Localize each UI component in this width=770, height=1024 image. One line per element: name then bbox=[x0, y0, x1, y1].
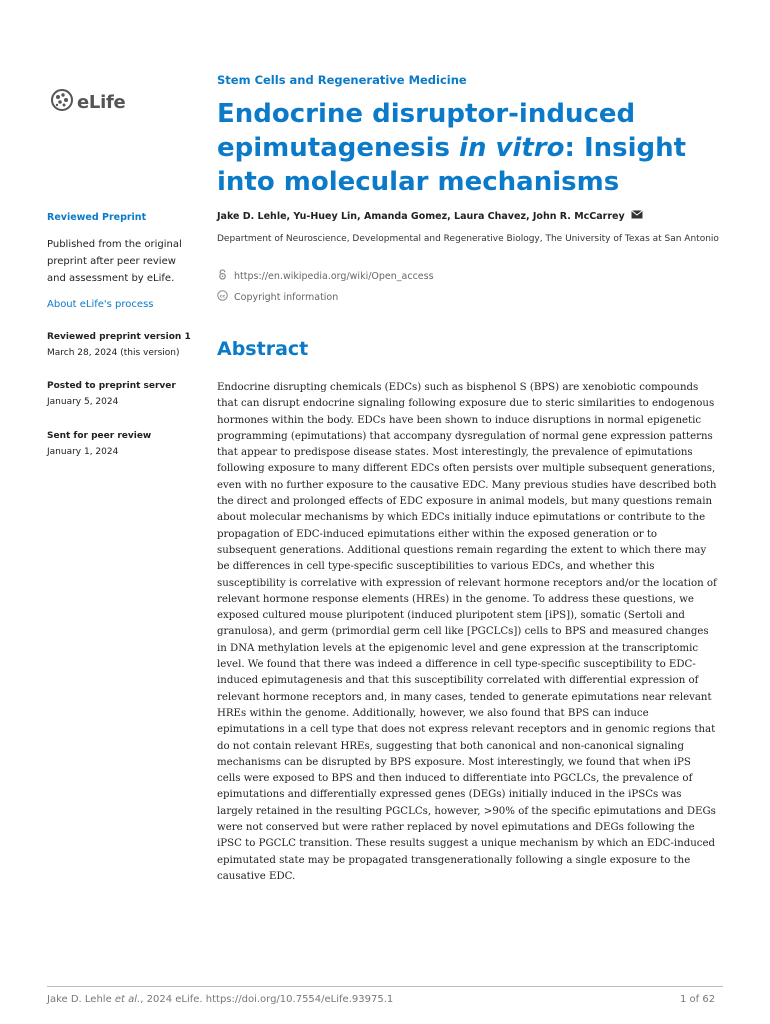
copyright-link[interactable]: Copyright information bbox=[234, 291, 339, 303]
published-text: Published from the original preprint after peer review and assessment by eLife. bbox=[47, 239, 182, 284]
history-label-2: Posted to preprint server bbox=[47, 381, 176, 391]
authors-text[interactable]: Jake D. Lehle, Yu-Huey Lin, Amanda Gomez, Laura Chavez, John R. McCarrey bbox=[217, 210, 625, 222]
mail-icon[interactable] bbox=[631, 210, 643, 222]
footer-citation bbox=[47, 994, 393, 1005]
copyright-row bbox=[217, 290, 338, 304]
open-access-icon bbox=[217, 269, 228, 283]
elife-logo-text: eLife bbox=[77, 91, 126, 113]
author-list bbox=[217, 210, 643, 222]
elife-logo-icon bbox=[50, 88, 74, 116]
footer-doi[interactable]: , 2024 eLife. https://doi.org/10.7554/eLife.93975.1 bbox=[140, 994, 394, 1005]
subject-link[interactable]: Stem Cells and Regenerative Medicine bbox=[217, 73, 467, 87]
abstract-heading: Abstract bbox=[217, 338, 309, 360]
about-elife-link[interactable]: About eLife's process bbox=[47, 299, 154, 310]
open-access-row bbox=[217, 269, 434, 283]
affiliation: Department of Neuroscience, Developmental and Regenerative Biology, The University of Texas at San Antonio bbox=[217, 234, 719, 244]
title-part-1: Endocrine disruptor-induced epimutagenesis bbox=[217, 99, 636, 163]
history-label-1: Reviewed preprint version 1 bbox=[47, 332, 191, 342]
reviewed-preprint-label: Reviewed Preprint bbox=[47, 212, 147, 223]
title-italic: in vitro bbox=[459, 133, 565, 163]
article-title bbox=[217, 97, 737, 199]
svg-text:cc: cc bbox=[219, 294, 226, 300]
page-number: 1 of 62 bbox=[680, 994, 716, 1005]
footer-divider bbox=[47, 986, 723, 987]
title-part-2: : Insight into molecular mechanisms bbox=[217, 133, 687, 197]
abstract-text: Endocrine disrupting chemicals (EDCs) such as bisphenol S (BPS) are xenobiotic compounds that can disrupt endocrine signaling following exposure due to steric similarities to endogenous hormones within the body. EDCs have been shown to induce disruptions in normal epigenetic programming (epimutations) that accompany dysregulation of normal gene expression patterns that appear to predispose disease states. Most interestingly, the prevalence of epimutations following exposure to many different EDCs often persists over multiple subsequent generations, even with no further exposure to the causative EDC. Many previous studies have described both the direct and prolonged effects of EDC exposure in animal models, but many questions remain about molecular mechanisms by which EDCs initially induce epimutations or contribute to the propagation of EDC-induced epimutations either within the exposed generation or to subsequent generations. Additional questions remain regarding the extent to which there may be differences in cell type-specific susceptibilities to various EDCs, and whether this susceptibility is correlative with expression of relevant hormone receptors and/or the location of relevant hormone response elements (HREs) in the genome. To address these questions, we exposed cultured mouse pluripotent (induced pluripotent stem [iPS]), somatic (Sertoli and granulosa), and germ (primordial germ cell like [PGCLCs]) cells to BPS and measured changes in DNA methylation levels at the epigenomic level and gene expression at the transcriptomic level. We found that there was indeed a difference in cell type-specific susceptibility to EDC-induced epimutagenesis and that this susceptibility correlated with differential expression of relevant hormone receptors and, in many cases, tended to generate epimutations near relevant HREs within the genome. Additionally, however, we also found that BPS can induce epimutations in a cell type that does not express relevant receptors and in genomic regions that do not contain relevant HREs, suggesting that both canonical and non-canonical signaling mechanisms can be disrupted by BPS exposure. Most interestingly, we found that when iPS cells were exposed to BPS and then induced to differentiate into PGCLCs, the prevalence of epimutations and differentially expressed genes (DEGs) initially induced in the iPSCs was largely retained in the resulting PGCLCs, however, >90% of the specific epimutations and DEGs were not conserved but were rather replaced by novel epimutations and DEGs following the iPSC to PGCLC transition. These results suggest a unique mechanism by which an EDC-induced epimutated state may be propagated transgenerationally following a single exposure to the causative EDC. bbox=[217, 382, 717, 882]
history-date-3: January 1, 2024 bbox=[47, 447, 119, 457]
elife-logo[interactable] bbox=[50, 88, 125, 116]
open-access-link[interactable]: https://en.wikipedia.org/wiki/Open_access bbox=[234, 270, 434, 282]
creative-commons-icon bbox=[217, 290, 228, 304]
footer-author: Jake D. Lehle bbox=[47, 994, 115, 1005]
history-date-2: January 5, 2024 bbox=[47, 397, 119, 407]
history-date-1: March 28, 2024 (this version) bbox=[47, 348, 180, 358]
footer-etal: et al. bbox=[114, 994, 141, 1005]
history-label-3: Sent for peer review bbox=[47, 431, 152, 441]
